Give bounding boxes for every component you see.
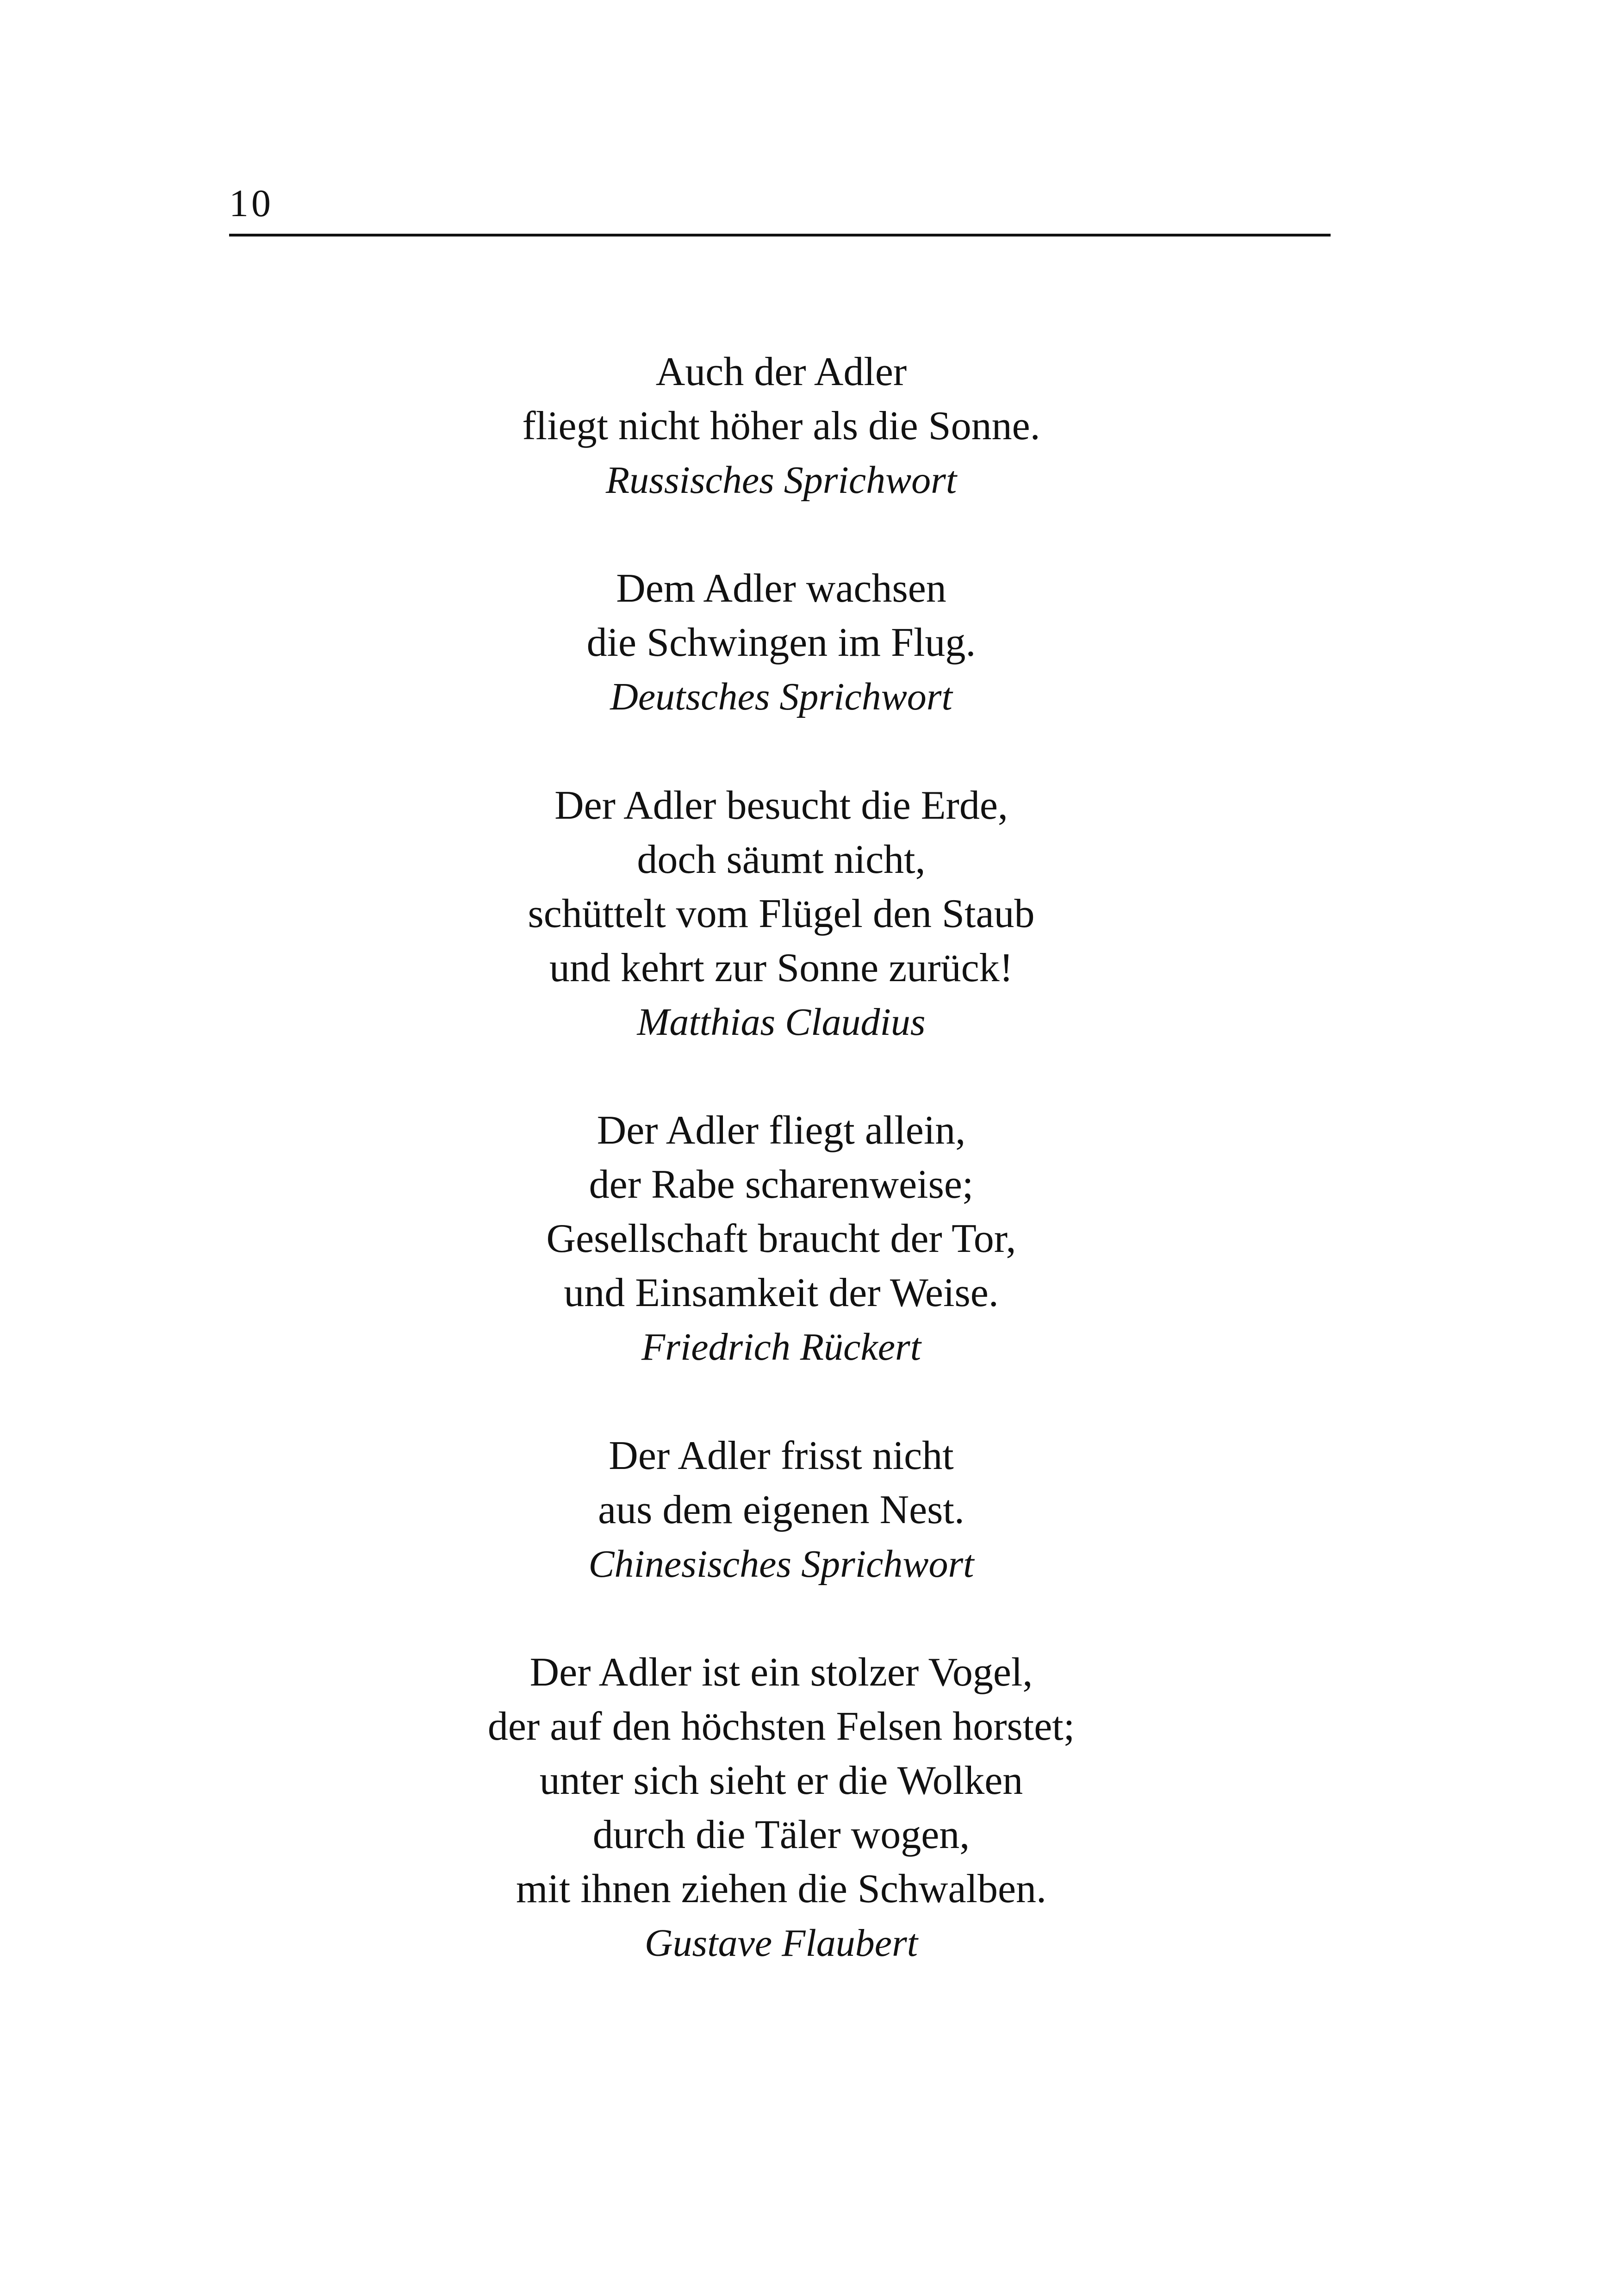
- quote-line: der auf den höchsten Felsen horstet;: [487, 1704, 1075, 1749]
- quote-line: der Rabe scharenweise;: [589, 1162, 974, 1207]
- quote-line: Auch der Adler: [655, 349, 907, 394]
- quote-line: Der Adler fliegt allein,: [597, 1108, 966, 1153]
- quote-line: Der Adler ist ein stolzer Vogel,: [529, 1650, 1033, 1695]
- quote-line: Der Adler besucht die Erde,: [554, 783, 1008, 828]
- quote-line: schüttelt vom Flügel den Staub: [528, 891, 1035, 936]
- quote-line: mit ihnen ziehen die Schwalben.: [516, 1867, 1047, 1911]
- quote-line: durch die Täler wogen,: [592, 1812, 970, 1857]
- quote-line: Der Adler frisst nicht: [609, 1433, 954, 1478]
- quote-line: doch säumt nicht,: [637, 837, 926, 882]
- quote-line: und Einsamkeit der Weise.: [564, 1270, 999, 1315]
- quote-line: Gesellschaft braucht der Tor,: [546, 1216, 1016, 1261]
- quote-block: [0, 1645, 1618, 1970]
- quote-author: Friedrich Rückert: [641, 1325, 921, 1369]
- quote-author: Russisches Sprichwort: [605, 459, 957, 502]
- quote-line: unter sich sieht er die Wolken: [539, 1758, 1023, 1803]
- page-number: 10: [229, 182, 274, 225]
- quote-block: [0, 1429, 1618, 1591]
- quote-author: Gustave Flaubert: [644, 1922, 918, 1965]
- header-rule: [229, 234, 1331, 236]
- quote-line: die Schwingen im Flug.: [586, 620, 976, 665]
- quote-line: Dem Adler wachsen: [616, 566, 946, 611]
- quote-author: Deutsches Sprichwort: [610, 675, 952, 718]
- quote-author: Chinesisches Sprichwort: [588, 1543, 974, 1586]
- quote-block: [0, 1103, 1618, 1374]
- quote-block: [0, 345, 1618, 507]
- quote-line: fliegt nicht höher als die Sonne.: [522, 404, 1040, 448]
- quote-block: [0, 561, 1618, 724]
- quote-line: und kehrt zur Sonne zurück!: [549, 946, 1013, 990]
- quote-author: Matthias Claudius: [637, 1001, 926, 1044]
- quote-line: aus dem eigenen Nest.: [598, 1487, 965, 1532]
- quote-block: [0, 778, 1618, 1049]
